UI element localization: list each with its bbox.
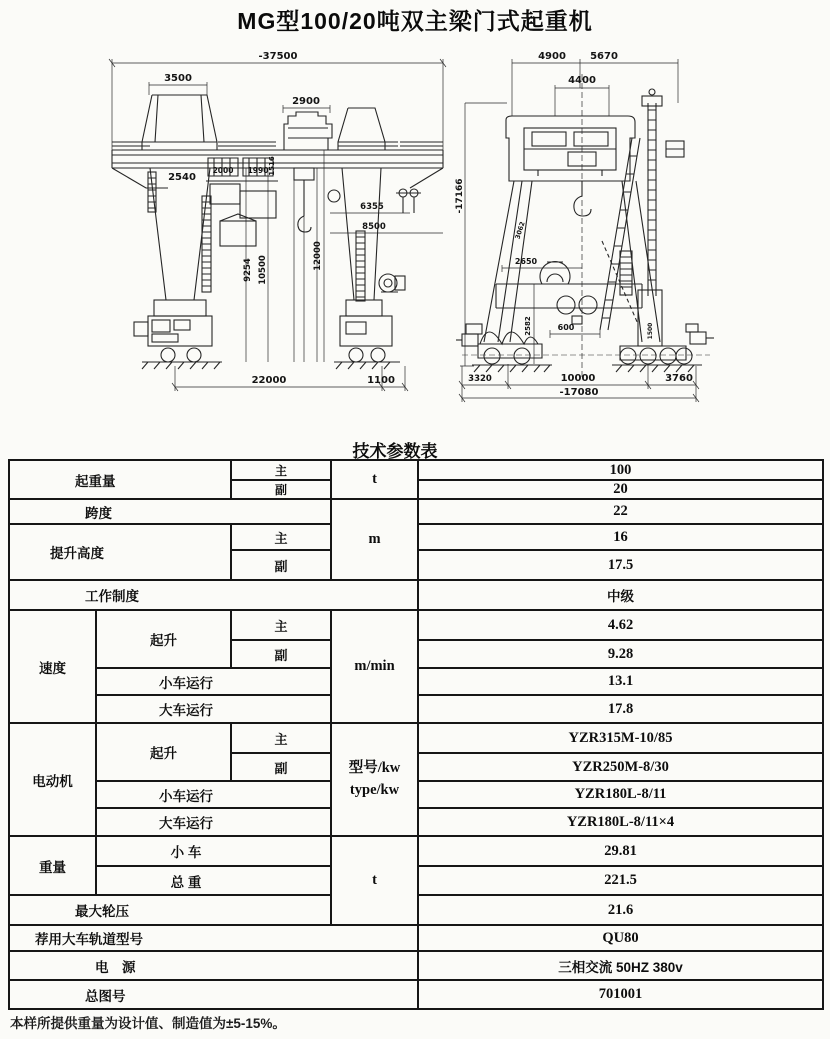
- lifting-height-aux-value: 17.5: [418, 550, 823, 580]
- speed-aux-value: 9.28: [418, 640, 823, 668]
- weight-unit: t: [331, 836, 418, 925]
- speed-gantry-label: 大车运行: [96, 695, 331, 723]
- weight-total-label: 总 重: [96, 866, 331, 895]
- weight-trolley-value: 29.81: [418, 836, 823, 866]
- lifting-capacity-aux-label: 副: [231, 480, 331, 499]
- speed-unit: m/min: [331, 610, 418, 723]
- lifting-height-main-value: 16: [418, 524, 823, 550]
- weight-trolley-label: 小 车: [96, 836, 331, 866]
- dim-12000: 12000: [313, 241, 323, 271]
- side-elevation-drawing: [452, 46, 737, 424]
- speed-trolley-value: 13.1: [418, 668, 823, 695]
- lifting-capacity-unit: t: [331, 460, 418, 499]
- motor-main-label: 主: [231, 723, 331, 753]
- dim-6355: 6355: [360, 202, 384, 212]
- dim-1516: 1516: [268, 156, 276, 176]
- dim-leg-width: 2540: [168, 172, 196, 183]
- motor-trolley-value: YZR180L-8/11: [418, 781, 823, 808]
- rail-model-label: 荐用大车轨道型号: [9, 925, 418, 951]
- dim-3760: 3760: [665, 373, 693, 384]
- duty-value: 中级: [418, 580, 823, 610]
- spec-table: [8, 459, 824, 1010]
- motor-unit: [331, 723, 418, 836]
- motor-gantry-value: YZR180L-8/11×4: [418, 808, 823, 836]
- motor-gantry-label: 大车运行: [96, 808, 331, 836]
- speed-trolley-label: 小车运行: [96, 668, 331, 695]
- dim-1100: 1100: [367, 375, 395, 386]
- dim-1500: 1500: [647, 322, 654, 340]
- max-wheel-load-label: 最大轮压: [9, 895, 331, 925]
- lifting-capacity-main-value: 100: [418, 460, 823, 480]
- lifting-capacity-main-label: 主: [231, 460, 331, 480]
- motor-aux-value: YZR250M-8/30: [418, 753, 823, 781]
- speed-label: 速度: [9, 610, 96, 723]
- lifting-height-aux-label: 副: [231, 550, 331, 580]
- lifting-height-label: 提升高度: [9, 524, 231, 580]
- dim-9254: 9254: [243, 258, 253, 282]
- span-label: 跨度: [9, 499, 331, 524]
- max-wheel-load-value: 21.6: [418, 895, 823, 925]
- dim-total-length: -17080: [559, 387, 599, 398]
- dim-wheel-base: 10000: [560, 373, 596, 384]
- motor-label: 电动机: [9, 723, 96, 836]
- spec-table-title: 技术参数表: [352, 442, 438, 461]
- dim-3320: 3320: [468, 374, 492, 384]
- dim-2650: 2650: [514, 257, 538, 266]
- motor-main-value: YZR315M-10/85: [418, 723, 823, 753]
- motor-aux-label: 副: [231, 753, 331, 781]
- dim-total-span: -37500: [258, 51, 298, 62]
- drawing-no-value: 701001: [418, 980, 823, 1009]
- speed-hoist-label: 起升: [96, 610, 231, 668]
- drawing-no-label: 总图号: [9, 980, 418, 1009]
- speed-main-value: 4.62: [418, 610, 823, 640]
- weight-total-value: 221.5: [418, 866, 823, 895]
- footnote: 本样所提供重量为设计值、制造值为±5-15%。: [10, 1016, 286, 1031]
- dim-4900: 4900: [538, 51, 566, 62]
- lifting-height-main-label: 主: [231, 524, 331, 550]
- weight-label: 重量: [9, 836, 96, 895]
- dim-600: 600: [557, 323, 575, 332]
- dim-motor-left: 2000: [212, 166, 234, 175]
- speed-gantry-value: 17.8: [418, 695, 823, 723]
- dim-span-bottom: 22000: [251, 375, 287, 386]
- power-label: 电 源: [9, 951, 418, 980]
- motor-hoist-label: 起升: [96, 723, 231, 781]
- dim-leg-head-width: 3500: [164, 73, 192, 84]
- dim-10500: 10500: [258, 255, 268, 285]
- span-height-unit: m: [331, 499, 418, 580]
- rail-model-value: QU80: [418, 925, 823, 951]
- power-value: 三相交流 50HZ 380v: [418, 951, 823, 980]
- dim-4400: 4400: [568, 75, 596, 86]
- dim-trolley-width: 2900: [292, 96, 320, 107]
- front-elevation-drawing: [98, 46, 460, 424]
- motor-trolley-label: 小车运行: [96, 781, 331, 808]
- speed-aux-label: 副: [231, 640, 331, 668]
- dim-5670: 5670: [590, 51, 618, 62]
- dim-2582: 2582: [524, 316, 532, 336]
- page-title: MG型100/20吨双主梁门式起重机: [237, 8, 593, 34]
- dim-motor-right: 1990: [247, 166, 269, 175]
- speed-main-label: 主: [231, 610, 331, 640]
- motor-unit-line2: type/kw: [349, 781, 400, 798]
- span-value: 22: [418, 499, 823, 524]
- dim-total-height: -17166: [455, 178, 465, 214]
- duty-label: 工作制度: [9, 580, 418, 610]
- dim-leg: 3062: [513, 220, 527, 241]
- lifting-capacity-label: 起重量: [9, 460, 231, 499]
- dim-8500: 8500: [362, 222, 386, 232]
- lifting-capacity-aux-value: 20: [418, 480, 823, 499]
- motor-unit-line1: 型号/kw: [348, 759, 401, 776]
